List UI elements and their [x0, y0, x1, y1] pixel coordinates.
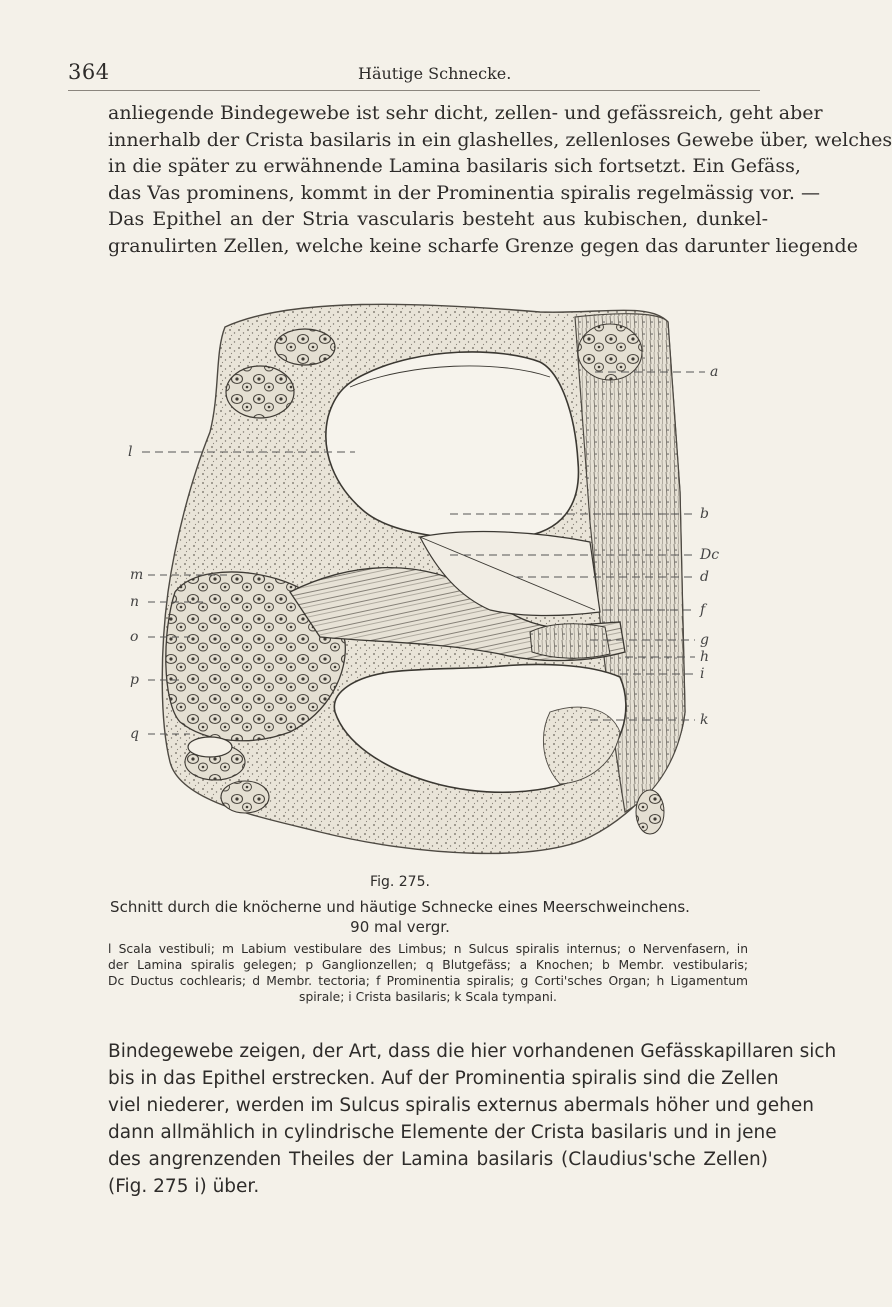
- text-line: anliegende Bindegewebe ist sehr dicht, zellen- und gefässreich, geht aber: [108, 102, 823, 124]
- label-p: p: [130, 672, 139, 688]
- label-m: m: [130, 567, 144, 583]
- page-number: 364: [68, 60, 110, 84]
- label-l: l: [128, 444, 133, 460]
- caption-magnification: 90 mal vergr.: [350, 918, 450, 936]
- label-i: i: [700, 666, 705, 682]
- label-o: o: [130, 629, 139, 645]
- label-n: n: [130, 594, 140, 610]
- legend-line: Dc Ductus cochlearis; d Membr. tectoria; f Prominentia spiralis; g Corti'sches Organ; h Ligamentum: [108, 974, 748, 988]
- label-g: g: [700, 632, 709, 648]
- text-line: Das Epithel an der Stria vascularis besteht aus kubischen, dunkel-: [108, 208, 768, 230]
- figure-caption-title: [0, 897, 800, 937]
- caption-title-line: Schnitt durch die knöcherne und häutige Schnecke eines Meerschweinchens.: [110, 898, 690, 916]
- label-h: h: [700, 649, 710, 665]
- paragraph-top: [108, 100, 892, 259]
- label-k: k: [700, 712, 709, 728]
- figure-legend: [108, 941, 748, 1005]
- label-d: d: [700, 569, 709, 585]
- label-dc: Dc: [700, 547, 720, 563]
- text-line: das Vas prominens, kommt in der Prominentia spiralis regelmässig vor. —: [108, 181, 820, 204]
- label-f: f: [700, 602, 706, 618]
- label-b: b: [700, 506, 709, 522]
- page-header: [68, 54, 760, 91]
- paragraph-bottom: [108, 1038, 837, 1200]
- running-head: Häutige Schnecke.: [358, 64, 512, 83]
- text-line: viel niederer, werden im Sulcus spiralis externus abermals höher und gehen: [108, 1095, 814, 1116]
- label-a: a: [710, 364, 719, 380]
- text-line: (Fig. 275 i) über.: [108, 1176, 260, 1197]
- text-line: bis in das Epithel erstrecken. Auf der Prominentia spiralis sind die Zellen: [108, 1068, 779, 1089]
- text-line: granulirten Zellen, welche keine scharfe Grenze gegen das darunter liegende: [108, 234, 858, 257]
- figure-number: Fig. 275.: [370, 874, 430, 890]
- text-line: dann allmählich in cylindrische Elemente der Crista basilaris und in jene: [108, 1122, 777, 1143]
- legend-line: der Lamina spiralis gelegen; p Ganglionzellen; q Blutgefäss; a Knochen; b Membr. vestibularis;: [108, 958, 748, 972]
- text-line: innerhalb der Crista basilaris in ein glashelles, zellenloses Gewebe über, welches: [108, 128, 892, 151]
- cochlea-section-illustration: [120, 292, 750, 867]
- cochlea-drawing: [120, 292, 750, 867]
- legend-line: l Scala vestibuli; m Labium vestibulare des Limbus; n Sulcus spiralis internus; o Nervenfasern, in: [108, 942, 748, 956]
- text-line: Bindegewebe zeigen, der Art, dass die hier vorhandenen Gefässkapillaren sich: [108, 1041, 837, 1062]
- legend-line: spirale; i Crista basilaris; k Scala tympani.: [299, 990, 557, 1004]
- text-line: des angrenzenden Theiles der Lamina basilaris (Claudius'sche Zellen): [108, 1149, 768, 1170]
- text-line: in die später zu erwähnende Lamina basilaris sich fortsetzt. Ein Gefäss,: [108, 155, 801, 177]
- label-q: q: [130, 726, 139, 742]
